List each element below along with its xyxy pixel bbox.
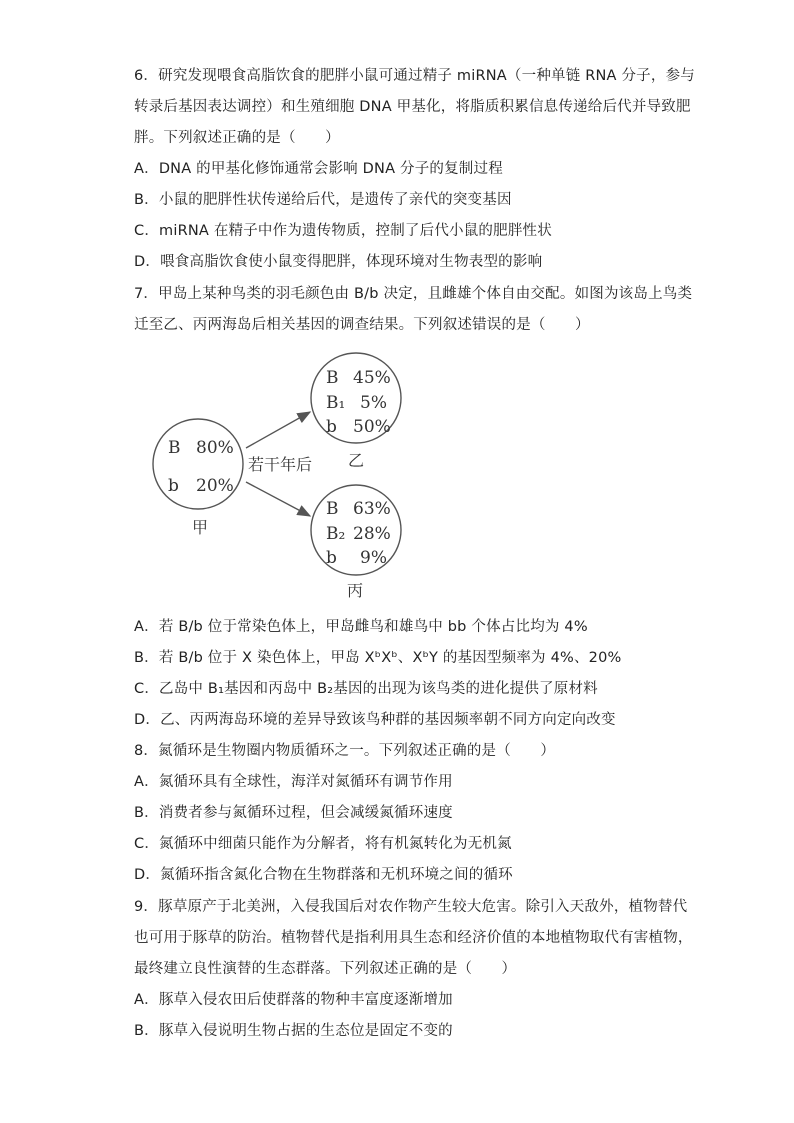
jia-allele-2: b xyxy=(168,476,179,496)
q7-stem-line-1: 7．甲岛上某种鸟类的羽毛颜色由 B/b 决定，且雌雄个体自由交配。如图为该岛上鸟类 xyxy=(134,286,693,302)
q8-option-a: A．氮循环具有全球性，海洋对氮循环有调节作用 xyxy=(134,774,453,790)
bing-freq-1: 63% xyxy=(353,499,391,519)
q6-option-a: A．DNA 的甲基化修饰通常会影响 DNA 分子的复制过程 xyxy=(134,161,503,177)
q9-option-a: A．豚草入侵农田后使群落的物种丰富度逐渐增加 xyxy=(134,992,453,1008)
yi-allele-1: B xyxy=(326,368,339,388)
yi-allele-2: B₁ xyxy=(326,393,346,413)
yi-freq-1: 45% xyxy=(353,368,391,388)
jia-allele-1: B xyxy=(168,438,181,458)
q9-stem-line-1: 9．豚草原产于北美洲，入侵我国后对农作物产生较大危害。除引入天敌外，植物替代 xyxy=(134,899,688,915)
bing-allele-1: B xyxy=(326,499,339,519)
bing-allele-3: b xyxy=(326,548,337,568)
q6-option-b: B．小鼠的肥胖性状传递给后代，是遗传了亲代的突变基因 xyxy=(134,192,512,208)
q8-option-c: C．氮循环中细菌只能作为分解者，将有机氮转化为无机氮 xyxy=(134,836,512,852)
yi-freq-3: 50% xyxy=(353,417,391,437)
q7-option-c: C．乙岛中 B₁基因和丙岛中 B₂基因的出现为该鸟类的进化提供了原材料 xyxy=(134,681,598,697)
bing-freq-2: 28% xyxy=(353,524,391,544)
q6-option-d: D．喂食高脂饮食使小鼠变得肥胖，体现环境对生物表型的影响 xyxy=(134,254,543,270)
q8-stem-line-1: 8．氮循环是生物圈内物质循环之一。下列叙述正确的是（ ） xyxy=(134,743,556,759)
q6-stem-line-3: 胖。下列叙述正确的是（ ） xyxy=(134,130,340,146)
arrow-to-yi xyxy=(246,412,310,448)
gene-frequency-diagram xyxy=(150,350,420,600)
q6-option-c: C．miRNA 在精子中作为遗传物质，控制了后代小鼠的肥胖性状 xyxy=(134,223,552,239)
yi-freq-2: 5% xyxy=(360,393,387,413)
q9-stem-line-2: 也可用于豚草的防治。植物替代是指利用具生态和经济价值的本地植物取代有害植物， xyxy=(134,930,693,946)
q6-stem-line-2: 转录后基因表达调控）和生殖细胞 DNA 甲基化，将脂质积累信息传递给后代并导致肥 xyxy=(134,99,691,115)
island-yi-label: 乙 xyxy=(348,451,365,470)
q8-option-d: D．氮循环指含氮化合物在生物群落和无机环境之间的循环 xyxy=(134,867,513,883)
q7-option-b: B．若 B/b 位于 X 染色体上，甲岛 XᵇXᵇ、XᵇY 的基因型频率为 4%、20% xyxy=(134,650,622,666)
q6-stem-line-1: 6．研究发现喂食高脂饮食的肥胖小鼠可通过精子 miRNA（一种单链 RNA 分子，参与 xyxy=(134,68,695,84)
island-jia-label: 甲 xyxy=(192,518,209,537)
q7-stem-line-2: 迁至乙、丙两海岛后相关基因的调查结果。下列叙述错误的是（ ） xyxy=(134,317,590,333)
arrow-label: 若干年后 xyxy=(248,455,313,474)
q8-option-b: B．消费者参与氮循环过程，但会减缓氮循环速度 xyxy=(134,805,453,821)
jia-freq-1: 80% xyxy=(196,438,234,458)
island-bing-label: 丙 xyxy=(347,581,364,600)
bing-allele-2: B₂ xyxy=(326,524,346,544)
q9-stem-line-3: 最终建立良性演替的生态群落。下列叙述正确的是（ ） xyxy=(134,961,517,977)
bing-freq-3: 9% xyxy=(360,548,387,568)
jia-freq-2: 20% xyxy=(196,476,234,496)
q9-option-b: B．豚草入侵说明生物占据的生态位是固定不变的 xyxy=(134,1023,453,1039)
yi-allele-3: b xyxy=(326,417,337,437)
q7-option-d: D．乙、丙两海岛环境的差异导致该鸟种群的基因频率朝不同方向定向改变 xyxy=(134,712,616,728)
q7-option-a: A．若 B/b 位于常染色体上，甲岛雌鸟和雄鸟中 bb 个体占比均为 4% xyxy=(134,619,588,635)
arrow-to-bing xyxy=(246,482,310,516)
